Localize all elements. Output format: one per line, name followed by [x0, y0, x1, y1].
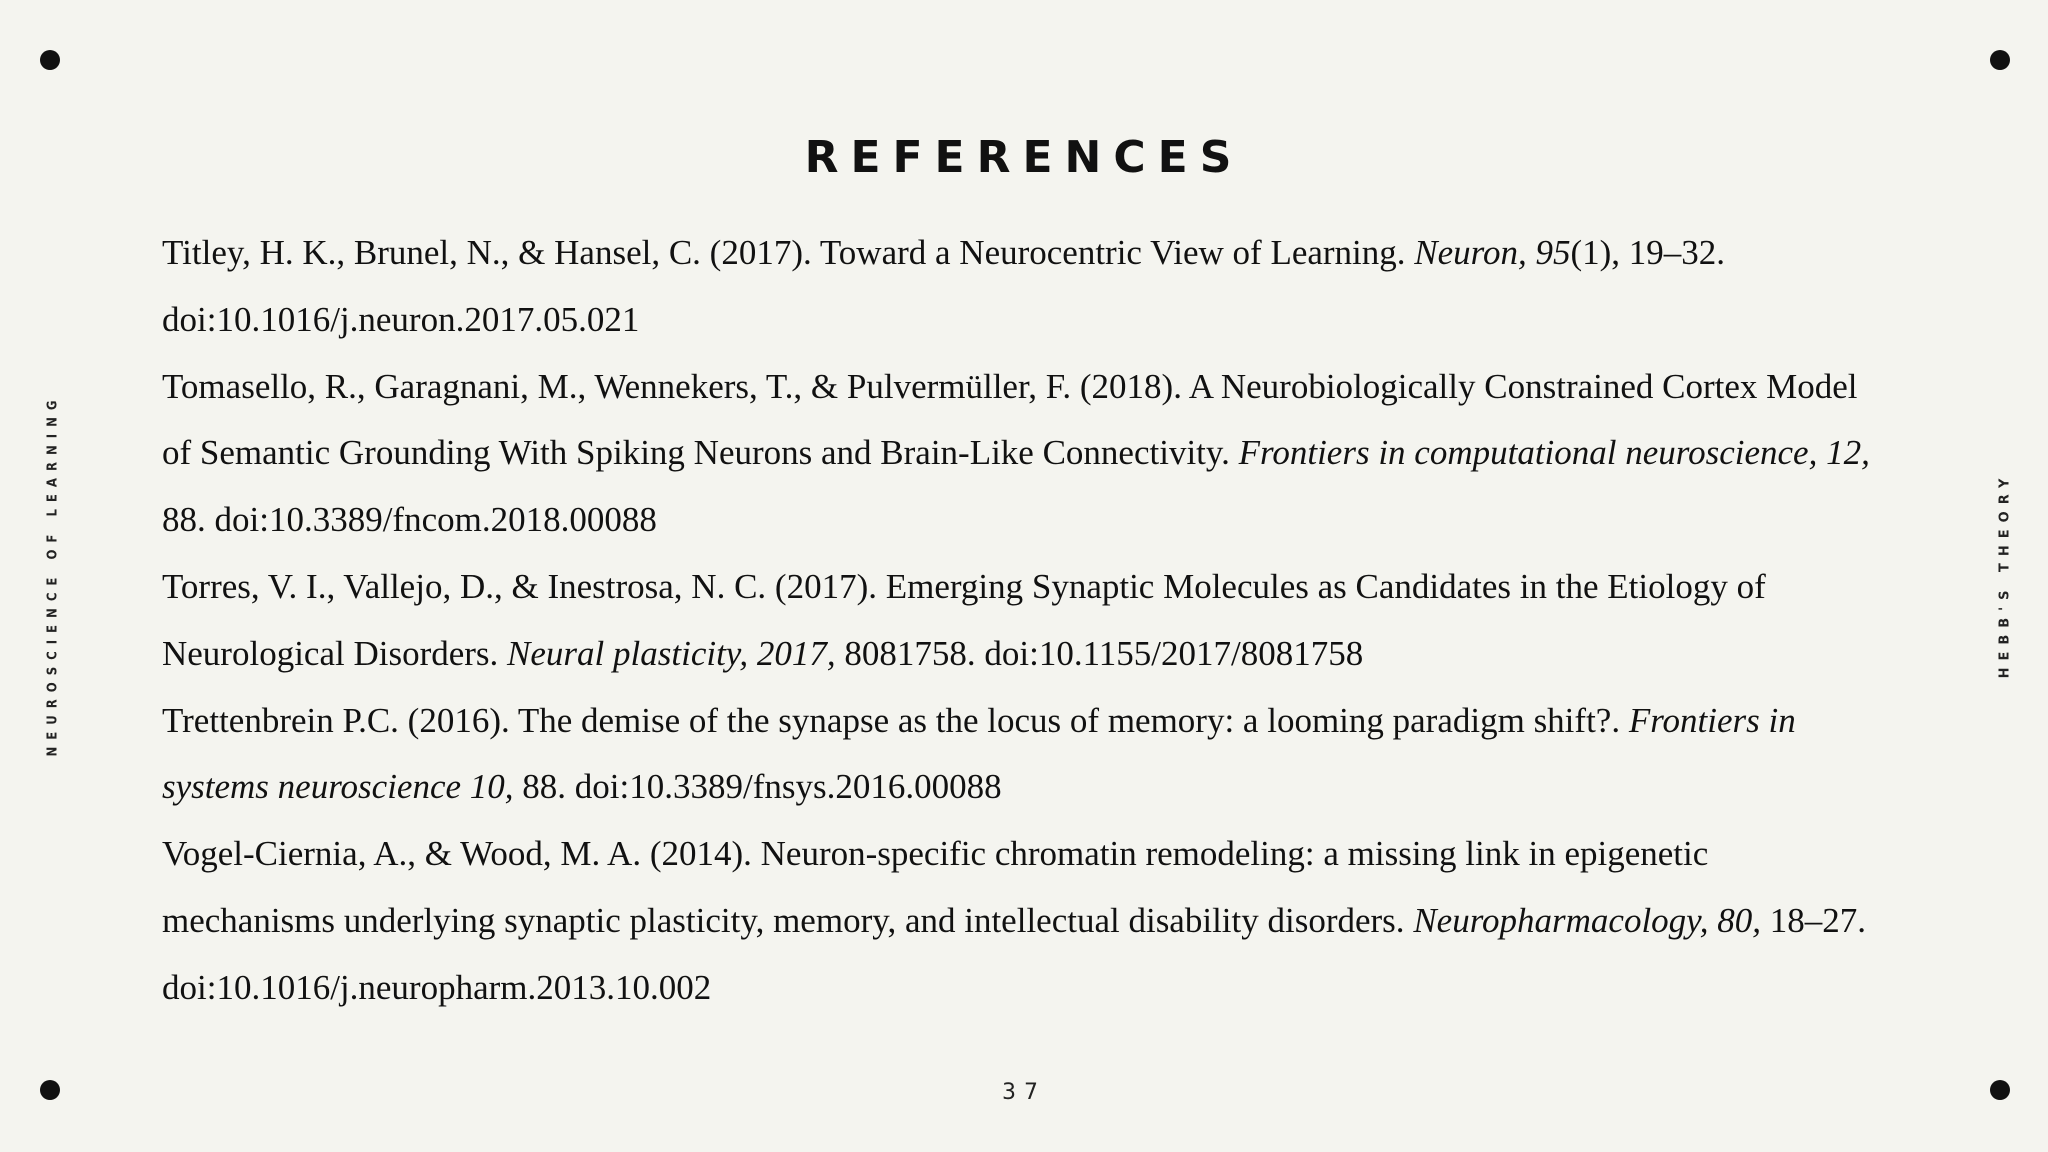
reference-journal: Neuropharmacology, 80,: [1413, 900, 1762, 940]
reference-journal: Frontiers in systems neuroscience 10,: [162, 700, 1796, 807]
reference-details: 18–27. doi:10.1016/j.neuropharm.2013.10.002: [162, 900, 1867, 1007]
reference-entry: [162, 554, 1882, 688]
page-number: 37: [1002, 1080, 1046, 1105]
reference-journal: Frontiers in computational neuroscience, 12,: [1238, 433, 1870, 473]
reference-entry: [162, 821, 1882, 1021]
reference-entry: [162, 220, 1882, 354]
reference-text: Titley, H. K., Brunel, N., & Hansel, C. (2017). Toward a Neurocentric View of Learning.: [162, 233, 1415, 272]
reference-journal: Neuron, 95: [1414, 233, 1571, 272]
page-title: REFERENCES: [804, 132, 1244, 183]
reference-entry: [162, 354, 1882, 554]
reference-details: (1), 19–32. doi:10.1016/j.neuron.2017.05.021: [162, 233, 1726, 339]
reference-details: 88. doi:10.3389/fnsys.2016.00088: [513, 767, 1002, 807]
reference-text: Torres, V. I., Vallejo, D., & Inestrosa, N. C. (2017). Emerging Synaptic Molecules as Candidates in the Etiology of Neurological Disorders.: [162, 566, 1766, 673]
reference-list: [162, 220, 1882, 1022]
side-label-left: NEUROSCIENCE OF LEARNING: [45, 393, 61, 757]
reference-text: Vogel-Ciernia, A., & Wood, M. A. (2014). Neuron-specific chromatin remodeling: a missing link in epigenetic mechanisms underlying synaptic plasticity, memory, and intellectual disability disorders.: [162, 834, 1709, 940]
reference-journal: Neural plasticity, 2017,: [507, 633, 836, 673]
reference-text: Trettenbrein P.C. (2016). The demise of the synapse as the locus of memory: a looming paradigm shift?.: [162, 700, 1629, 740]
corner-dot-top-right: [1990, 50, 2010, 70]
corner-dot-top-left: [40, 50, 60, 70]
side-label-right: HEBB'S THEORY: [1997, 471, 2013, 679]
reference-details: 88. doi:10.3389/fncom.2018.00088: [162, 500, 657, 540]
reference-details: 8081758. doi:10.1155/2017/8081758: [835, 633, 1364, 673]
reference-entry: [162, 688, 1882, 822]
reference-text: Tomasello, R., Garagnani, M., Wennekers, T., & Pulvermüller, F. (2018). A Neurobiologically Constrained Cortex Model of Semantic Grounding With Spiking Neurons and Brain-Like Connectivity.: [162, 366, 1858, 473]
